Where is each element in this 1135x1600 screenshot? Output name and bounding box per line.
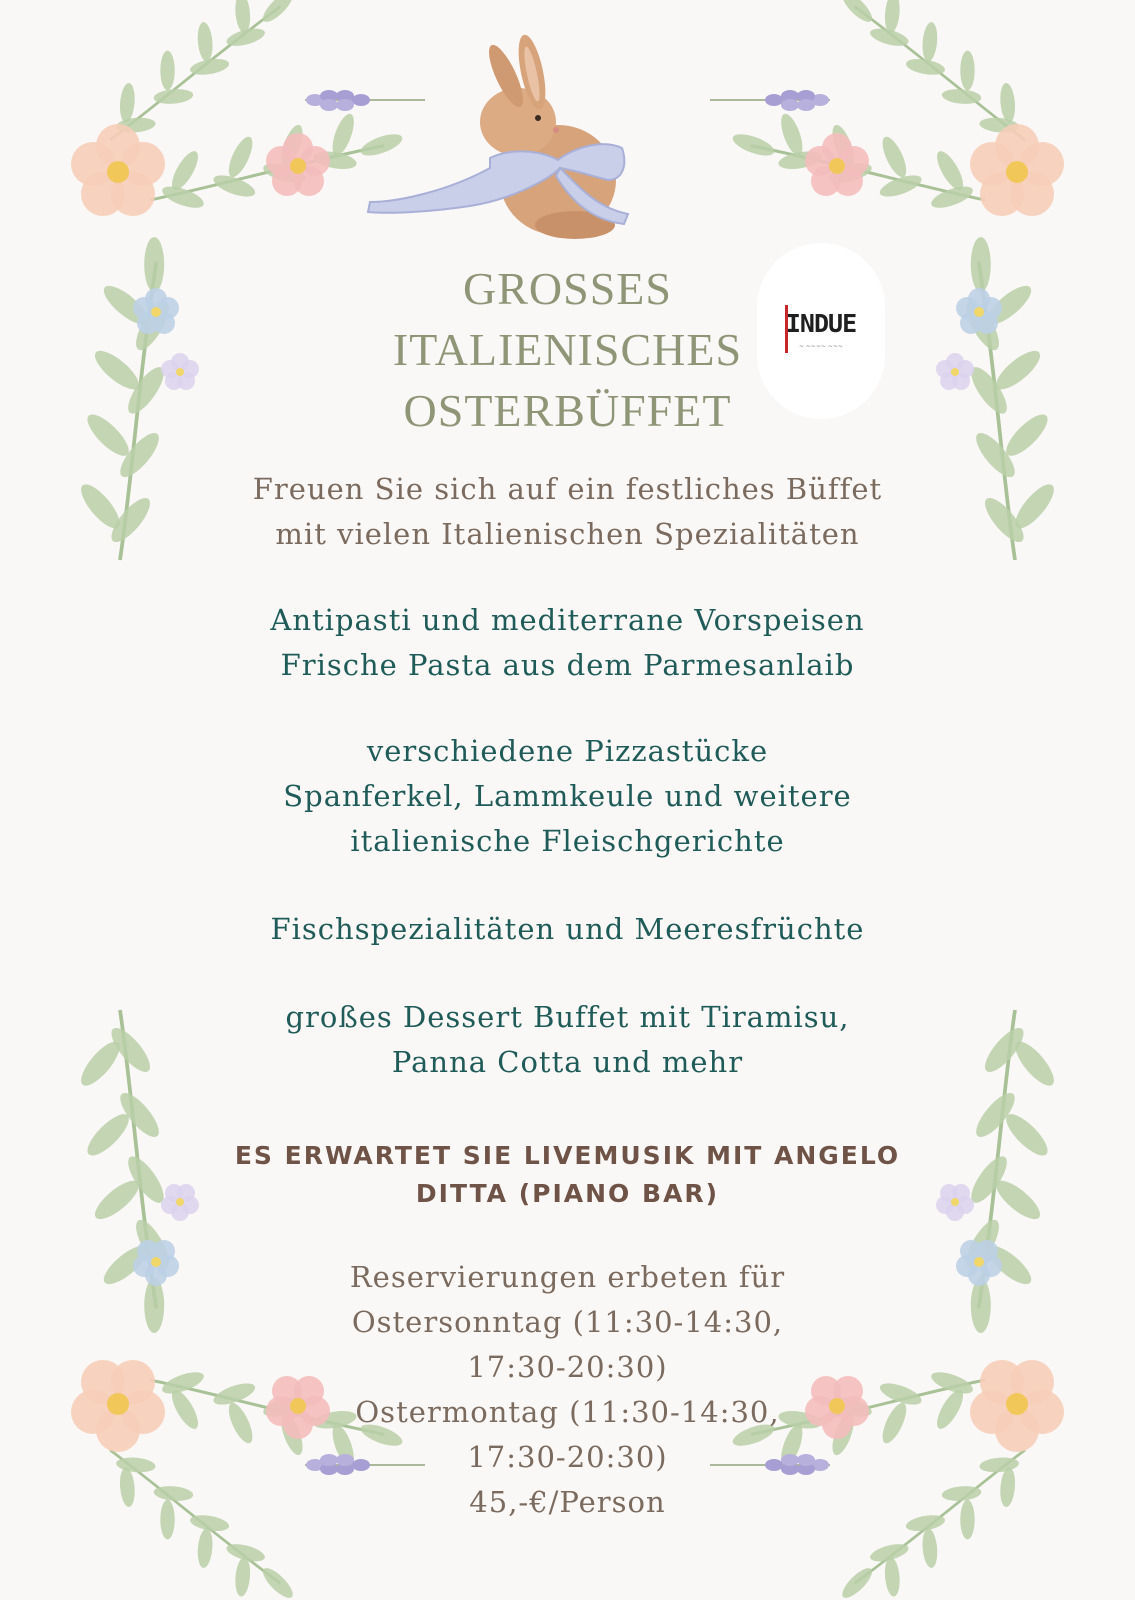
reservation-info bbox=[190, 1255, 945, 1525]
bunny-icon bbox=[360, 30, 650, 240]
intro-line: mit vielen Italienischen Spezialitäten bbox=[275, 517, 860, 551]
menu-item: Spanferkel, Lammkeule und weitere bbox=[283, 779, 852, 813]
live-music-line: DITTA (PIANO BAR) bbox=[415, 1179, 720, 1208]
menu-group-antipasti bbox=[190, 598, 945, 688]
menu-group-fish bbox=[190, 907, 945, 952]
price: 45,-€/Person bbox=[469, 1485, 666, 1519]
live-music-notice bbox=[190, 1137, 945, 1213]
menu-group-dessert bbox=[190, 995, 945, 1085]
reservation-line: Reservierungen erbeten für bbox=[349, 1260, 786, 1294]
logo-text: INDUE bbox=[785, 309, 857, 338]
intro-line: Freuen Sie sich auf ein festliches Büffet bbox=[252, 472, 883, 506]
menu-item: Fischspezialitäten und Meeresfrüchte bbox=[270, 912, 865, 946]
menu-item: Antipasti und mediterrane Vorspeisen bbox=[270, 603, 865, 637]
menu-group-mains bbox=[190, 729, 945, 864]
reservation-line: Ostersonntag (11:30-14:30, bbox=[351, 1305, 784, 1339]
menu-item: verschiedene Pizzastücke bbox=[366, 734, 769, 768]
flyer-content bbox=[190, 258, 945, 1554]
title-line: GROSSES bbox=[463, 263, 672, 314]
menu-item: italienische Fleischgerichte bbox=[350, 824, 785, 858]
reservation-line: Ostermontag (11:30-14:30, bbox=[355, 1395, 780, 1429]
menu-item: Frische Pasta aus dem Parmesanlaib bbox=[280, 648, 855, 682]
title-line: ITALIENISCHES bbox=[392, 324, 743, 375]
menu-item: großes Dessert Buffet mit Tiramisu, bbox=[285, 1000, 850, 1034]
title-line: OSTERBÜFFET bbox=[403, 385, 732, 436]
reservation-line: 17:30-20:30) bbox=[467, 1440, 668, 1474]
intro-text bbox=[190, 467, 945, 557]
logo-script-mark: ~ ~~~~ ~~~ bbox=[798, 343, 844, 350]
reservation-line: 17:30-20:30) bbox=[467, 1350, 668, 1384]
live-music-line: ES ERWARTET SIE LIVEMUSIK MIT ANGELO bbox=[234, 1141, 901, 1170]
page-title bbox=[190, 258, 945, 441]
menu-item: Panna Cotta und mehr bbox=[391, 1045, 744, 1079]
